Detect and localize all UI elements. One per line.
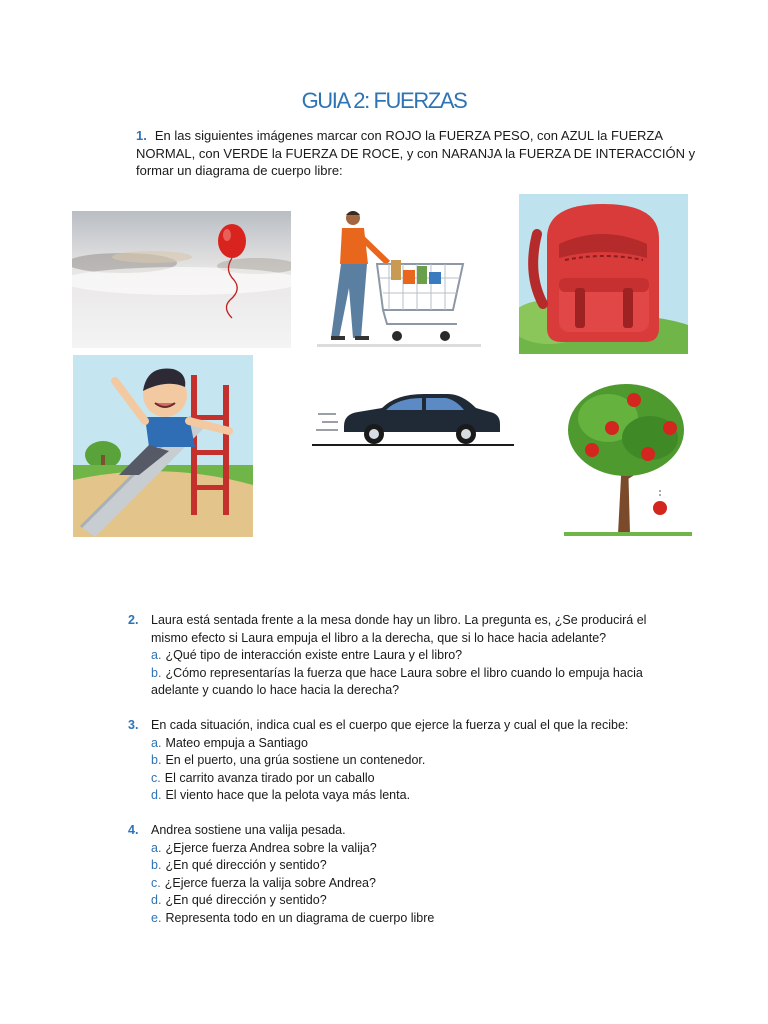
list-item: c. ¿Ejerce fuerza la valija sobre Andrea?: [151, 875, 376, 890]
page-title: GUIA 2: FUERZAS: [301, 88, 467, 113]
question-3: [128, 717, 668, 805]
question-number: 4.: [128, 823, 139, 837]
list-item: b. En el puerto, una grúa sostiene un contenedor.: [151, 753, 426, 767]
question-text: En cada situación, indica cual es el cuerpo que ejerce la fuerza y cual el que la recibe:: [151, 718, 629, 732]
question-text: mismo efecto si Laura empuja el libro a la derecha, que si lo hace hacia adelante?: [151, 630, 607, 645]
question-number: 3.: [128, 718, 139, 732]
list-item: e. Representa todo en un diagrama de cuerpo libre: [151, 910, 435, 925]
question-number: 2.: [128, 613, 139, 627]
list-item-continuation: adelante y cuando lo hace hacia la derecha?: [151, 683, 400, 697]
list-item: d. El viento hace que la pelota vaya más lenta.: [151, 788, 411, 802]
car-image: [312, 386, 514, 448]
question-text: Andrea sostiene una valija pesada.: [151, 823, 346, 837]
question-text: En las siguientes imágenes marcar con ROJO la FUERZA PESO, con AZUL la FUERZA NORMAL, con VERDE la FUERZA DE ROCE, y con NARANJA la FUERZA DE INTERACCIÓN y formar un diagrama de cuerpo libre:: [136, 128, 696, 178]
question-2: [128, 612, 668, 700]
list-item: a. ¿Qué tipo de interacción existe entre Laura y el libro?: [151, 648, 463, 662]
slide-image: [73, 355, 253, 537]
question-1: [136, 127, 696, 180]
list-item: b. ¿En qué dirección y sentido?: [151, 858, 327, 872]
list-item: a. ¿Ejerce fuerza Andrea sobre la valija?: [151, 840, 377, 855]
shopping-cart-image: [317, 208, 481, 348]
question-4: [128, 822, 668, 927]
backpack-image: [519, 194, 688, 354]
balloon-image: [72, 211, 291, 348]
list-item: b. ¿Cómo representarías la fuerza que hace Laura sobre el libro cuando lo empuja hacia: [151, 665, 643, 680]
question-text: Laura está sentada frente a la mesa donde hay un libro. La pregunta es, ¿Se producirá el: [151, 613, 647, 627]
question-number: 1.: [136, 128, 147, 143]
list-item: a. Mateo empuja a Santiago: [151, 735, 308, 750]
list-item: c. El carrito avanza tirado por un caballo: [151, 770, 375, 785]
list-item: d. ¿En qué dirección y sentido?: [151, 893, 327, 907]
apple-tree-image: [564, 378, 692, 538]
